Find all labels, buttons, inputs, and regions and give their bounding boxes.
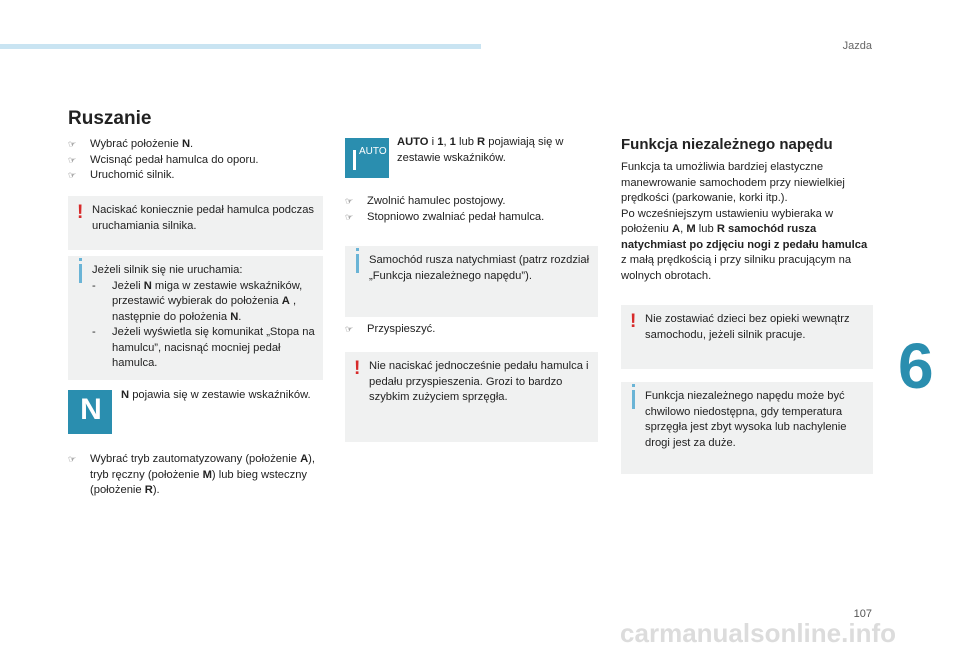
info-box-2 xyxy=(345,246,598,317)
list-item: ☞ Wybrać tryb zautomatyzowany (położenie A), tryb ręczny (położenie M) lub bieg wsteczny (położenie R). xyxy=(68,452,323,499)
warning-box-1 xyxy=(68,196,323,250)
pointing-finger-icon: ☞ xyxy=(68,154,77,165)
n-glyph: N xyxy=(80,393,100,426)
warning-text: Naciskać koniecznie pedał hamulca podczas uruchamiania silnika. xyxy=(92,204,315,232)
exclamation-icon: ! xyxy=(77,202,84,223)
pointing-finger-icon: ☞ xyxy=(68,139,77,149)
steps-list-4 xyxy=(345,322,597,338)
info-box-1 xyxy=(68,256,323,380)
info-text xyxy=(92,263,315,372)
paragraph-2: Po wcześniejszym ustawieniu wybieraka w położeniu A, M lub R samochód rusza natychmiast po zdjęciu nogi z pedału hamulca z małą prędkością i przy silniku pracującym na wolnych obrotach. xyxy=(621,207,868,282)
list-item: ☞ Zwolnić hamulec postojowy. xyxy=(345,194,597,210)
steps-list-1 xyxy=(68,137,323,184)
info-text: Funkcja niezależnego napędu może być chwilowo niedostępna, gdy temperatura sprzęgła jest zbyt wysoka lub nachylenie drogi jest za duże. xyxy=(645,390,847,449)
pointing-finger-icon: ☞ xyxy=(68,454,77,464)
list-item xyxy=(68,168,323,184)
info-bar-icon xyxy=(79,264,82,283)
list-item: ☞ Stopniowo zwalniać pedał hamulca. xyxy=(345,210,597,226)
info-intro: Jeżeli silnik się nie uruchamia: xyxy=(92,264,243,276)
list-item: ☞ Przyspieszyć. xyxy=(345,322,597,338)
section-title-independent-drive: Funkcja niezależnego napędu xyxy=(621,136,833,153)
pointing-finger-icon: ☞ xyxy=(345,211,354,222)
chapter-tab xyxy=(876,328,960,440)
paragraph-description xyxy=(621,160,873,284)
chapter-number: 6 xyxy=(898,330,934,402)
pointing-finger-icon: ☞ xyxy=(345,324,354,334)
info-bar-icon xyxy=(632,390,635,409)
list-item xyxy=(68,153,323,169)
n-indicator-icon xyxy=(68,390,112,434)
exclamation-icon: ! xyxy=(630,311,637,332)
warning-text: Nie zostawiać dzieci bez opieki wewnątrz samochodu, jeżeli silnik pracuje. xyxy=(645,313,850,341)
exclamation-icon: ! xyxy=(354,358,361,379)
warning-text: Nie naciskać jednocześnie pedału hamulca i pedału przyspieszenia. Grozi to bardzo szybkim zużyciem sprzęgła. xyxy=(369,360,589,403)
paragraph-1: Funkcja ta umożliwia bardziej elastyczne manewrowanie samochodem przy niewielkiej prędkości (parkowanie, korki itp.). xyxy=(621,161,845,204)
warning-box-3 xyxy=(621,305,873,369)
page-number: 107 xyxy=(853,608,872,620)
chapter-title: Jazda xyxy=(842,40,872,52)
warning-box-2 xyxy=(345,352,598,442)
info-box-3 xyxy=(621,382,873,474)
auto-glyph: AUTO xyxy=(359,146,387,157)
list-item xyxy=(68,137,323,153)
watermark: carmanualsonline.info xyxy=(620,618,896,648)
step-text: Wcisnąć pedał hamulca do oporu. xyxy=(90,153,259,166)
step-text: . xyxy=(190,138,194,150)
info-bar-icon xyxy=(356,254,359,273)
auto-indicator-icon xyxy=(345,138,389,178)
step-text: Uruchomić silnik. xyxy=(90,169,175,181)
pointing-finger-icon: ☞ xyxy=(68,170,77,180)
step-text: Wybrać położenie xyxy=(90,138,182,150)
steps-list-2 xyxy=(68,452,323,499)
header-accent-bar xyxy=(0,44,481,49)
info-text: Samochód rusza natychmiast (patrz rozdział „Funkcja niezależnego napędu”). xyxy=(369,254,590,282)
pointing-finger-icon: ☞ xyxy=(345,196,354,206)
auto-indicator-text: AUTO i 1, 1 lub R pojawiają się w zestawie wskaźników. xyxy=(397,136,564,164)
section-title-ruszanie: Ruszanie xyxy=(68,108,152,129)
step-bold: N xyxy=(181,138,191,150)
list-item: - Jeżeli wyświetla się komunikat „Stopa na hamulcu”, nacisnąć mocniej pedał hamulca. xyxy=(92,326,315,369)
steps-list-3 xyxy=(345,194,597,225)
list-item: - Jeżeli N miga w zestawie wskaźników, przestawić wybierak do położenia A , następnie do położenia N. xyxy=(92,279,303,323)
n-indicator-text: N pojawia się w zestawie wskaźników. xyxy=(121,389,311,401)
